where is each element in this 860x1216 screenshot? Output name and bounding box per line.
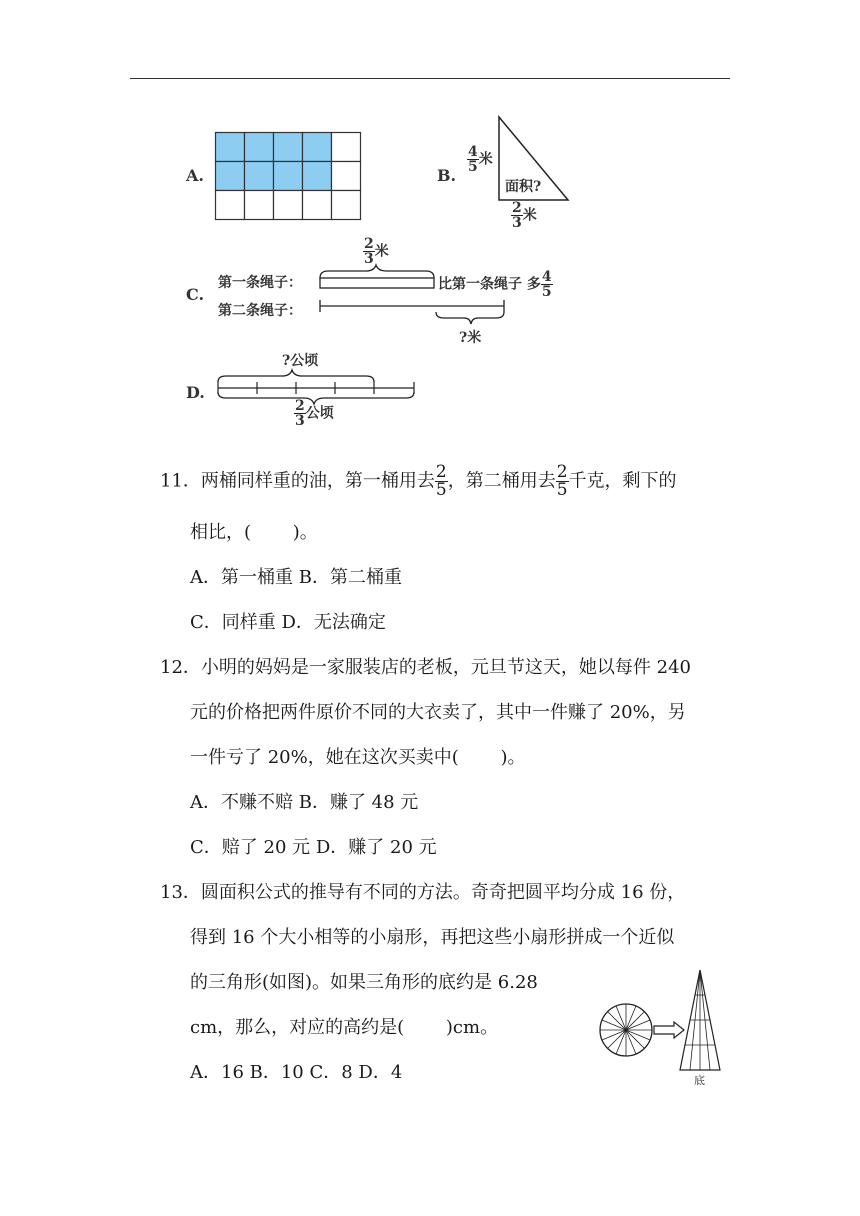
- grid-cell-shaded: [303, 133, 332, 162]
- grid-cell-shaded: [216, 133, 245, 162]
- grid-cell-shaded: [245, 162, 274, 191]
- base-fraction: [511, 201, 523, 230]
- compare-fraction: [541, 270, 553, 299]
- q13-line1-text: 圆面积公式的推导有不同的方法。奇奇把圆平均分成 16 份，: [200, 882, 686, 903]
- option-d-letter: D.: [186, 383, 205, 402]
- height-num: 4: [468, 144, 478, 160]
- compare-label: [438, 270, 553, 299]
- option-c-letter: C.: [186, 285, 205, 304]
- grid-cell-shaded: [245, 133, 274, 162]
- q11-frac2-den: 5: [556, 480, 568, 500]
- compare-den: 5: [541, 284, 552, 300]
- q13-line4: cm，那么，对应的高约是( )cm。: [190, 1017, 499, 1038]
- rope1-brace: [320, 265, 434, 278]
- d-top-brace: [218, 370, 374, 382]
- base-num: 2: [512, 200, 522, 216]
- q12-line3: 一件亏了 20%，她在这次买卖中( )。: [190, 747, 526, 768]
- grid-cell: [274, 191, 303, 220]
- d-bottom-num: 2: [295, 398, 305, 414]
- q11-text-part3: 千克，剩下的: [568, 470, 677, 492]
- q12-line2: 元的价格把两件原价不同的大衣卖了，其中一件赚了 20%，另: [190, 702, 686, 723]
- figure-circle-to-triangle: [596, 966, 736, 1096]
- rope1-num: 2: [364, 236, 374, 252]
- height-fraction: [467, 145, 479, 174]
- triangle-base-label: 底: [694, 1074, 705, 1087]
- q12-options-ab: A．不赚不赔 B．赚了 48 元: [190, 792, 419, 813]
- triangle-area-label: 面积?: [505, 179, 542, 195]
- grid-cell-shaded: [274, 133, 303, 162]
- q13-line3: 的三角形(如图)。如果三角形的底约是 6.28: [190, 972, 538, 993]
- rope2-extra-brace: [436, 312, 504, 324]
- q11-frac1-num: 2: [435, 462, 447, 482]
- d-top-label: ?公顷: [282, 353, 319, 369]
- q11-line1: [160, 464, 677, 499]
- q13-number: 13．: [160, 882, 201, 903]
- d-bottom-den: 3: [295, 413, 305, 429]
- rope1-label: 第一条绳子：: [218, 275, 302, 291]
- compare-text: 比第一条绳子 多: [438, 276, 541, 293]
- d-bottom-unit: 公顷: [305, 405, 334, 422]
- q11-line2: 相比，( )。: [190, 522, 318, 543]
- q11-text-part1: 两桶同样重的油，第一桶用去: [200, 470, 435, 492]
- rope1-bar: [320, 278, 434, 288]
- arrow-icon: [654, 1022, 684, 1038]
- grid-cell: [245, 191, 274, 220]
- triangle-height-label: [467, 145, 493, 174]
- figure-a-grid: [214, 131, 364, 221]
- q13-options: A．16 B．10 C．8 D．4: [190, 1062, 403, 1083]
- q13-line2: 得到 16 个大小相等的小扇形，再把这些小扇形拼成一个近似: [190, 927, 675, 948]
- circle-sector-lines: [600, 1004, 652, 1056]
- q13-line1: [160, 881, 685, 905]
- grid-cell-shaded: [303, 162, 332, 191]
- grid-cell: [332, 133, 361, 162]
- grid-cell: [303, 191, 332, 220]
- q11-number: 11．: [160, 470, 201, 492]
- rope1-den: 3: [364, 251, 374, 267]
- grid-cell-shaded: [274, 162, 303, 191]
- grid-cell: [332, 162, 361, 191]
- grid-cell: [332, 191, 361, 220]
- q11-options-ab: A．第一桶重 B．第二桶重: [190, 567, 402, 588]
- rope2-label: 第二条绳子：: [218, 303, 302, 319]
- q12-line1: [160, 656, 691, 680]
- header-rule: [130, 78, 730, 79]
- q11-fraction1: [435, 464, 448, 499]
- grid-cell-shaded: [216, 162, 245, 191]
- rope1-unit: 米: [374, 243, 389, 260]
- grid-cell: [216, 191, 245, 220]
- option-b-letter: B.: [437, 166, 457, 185]
- base-unit: 米: [522, 207, 537, 224]
- option-a-letter: A.: [186, 166, 204, 185]
- q11-text-part2: ，第二桶用去: [447, 470, 556, 492]
- q11-fraction2: [556, 464, 569, 499]
- q11-options-cd: C．同样重 D．无法确定: [190, 612, 386, 633]
- d-bottom-label: [294, 399, 334, 428]
- height-den: 5: [468, 159, 478, 175]
- q12-line1-text: 小明的妈妈是一家服装店的老板，元旦节这天，她以每件 240: [200, 657, 691, 678]
- unknown-length-label: ?米: [459, 330, 482, 346]
- triangle-base-label: [511, 201, 537, 230]
- d-bottom-fraction: [294, 399, 306, 428]
- base-den: 3: [512, 215, 522, 231]
- q11-frac2-num: 2: [556, 462, 568, 482]
- q12-number: 12．: [160, 657, 201, 678]
- height-unit: 米: [478, 151, 493, 168]
- grid-cells: [216, 133, 361, 220]
- q12-options-cd: C．赔了 20 元 D．赚了 20 元: [190, 837, 437, 858]
- compare-num: 4: [541, 269, 552, 285]
- q11-frac1-den: 5: [435, 480, 447, 500]
